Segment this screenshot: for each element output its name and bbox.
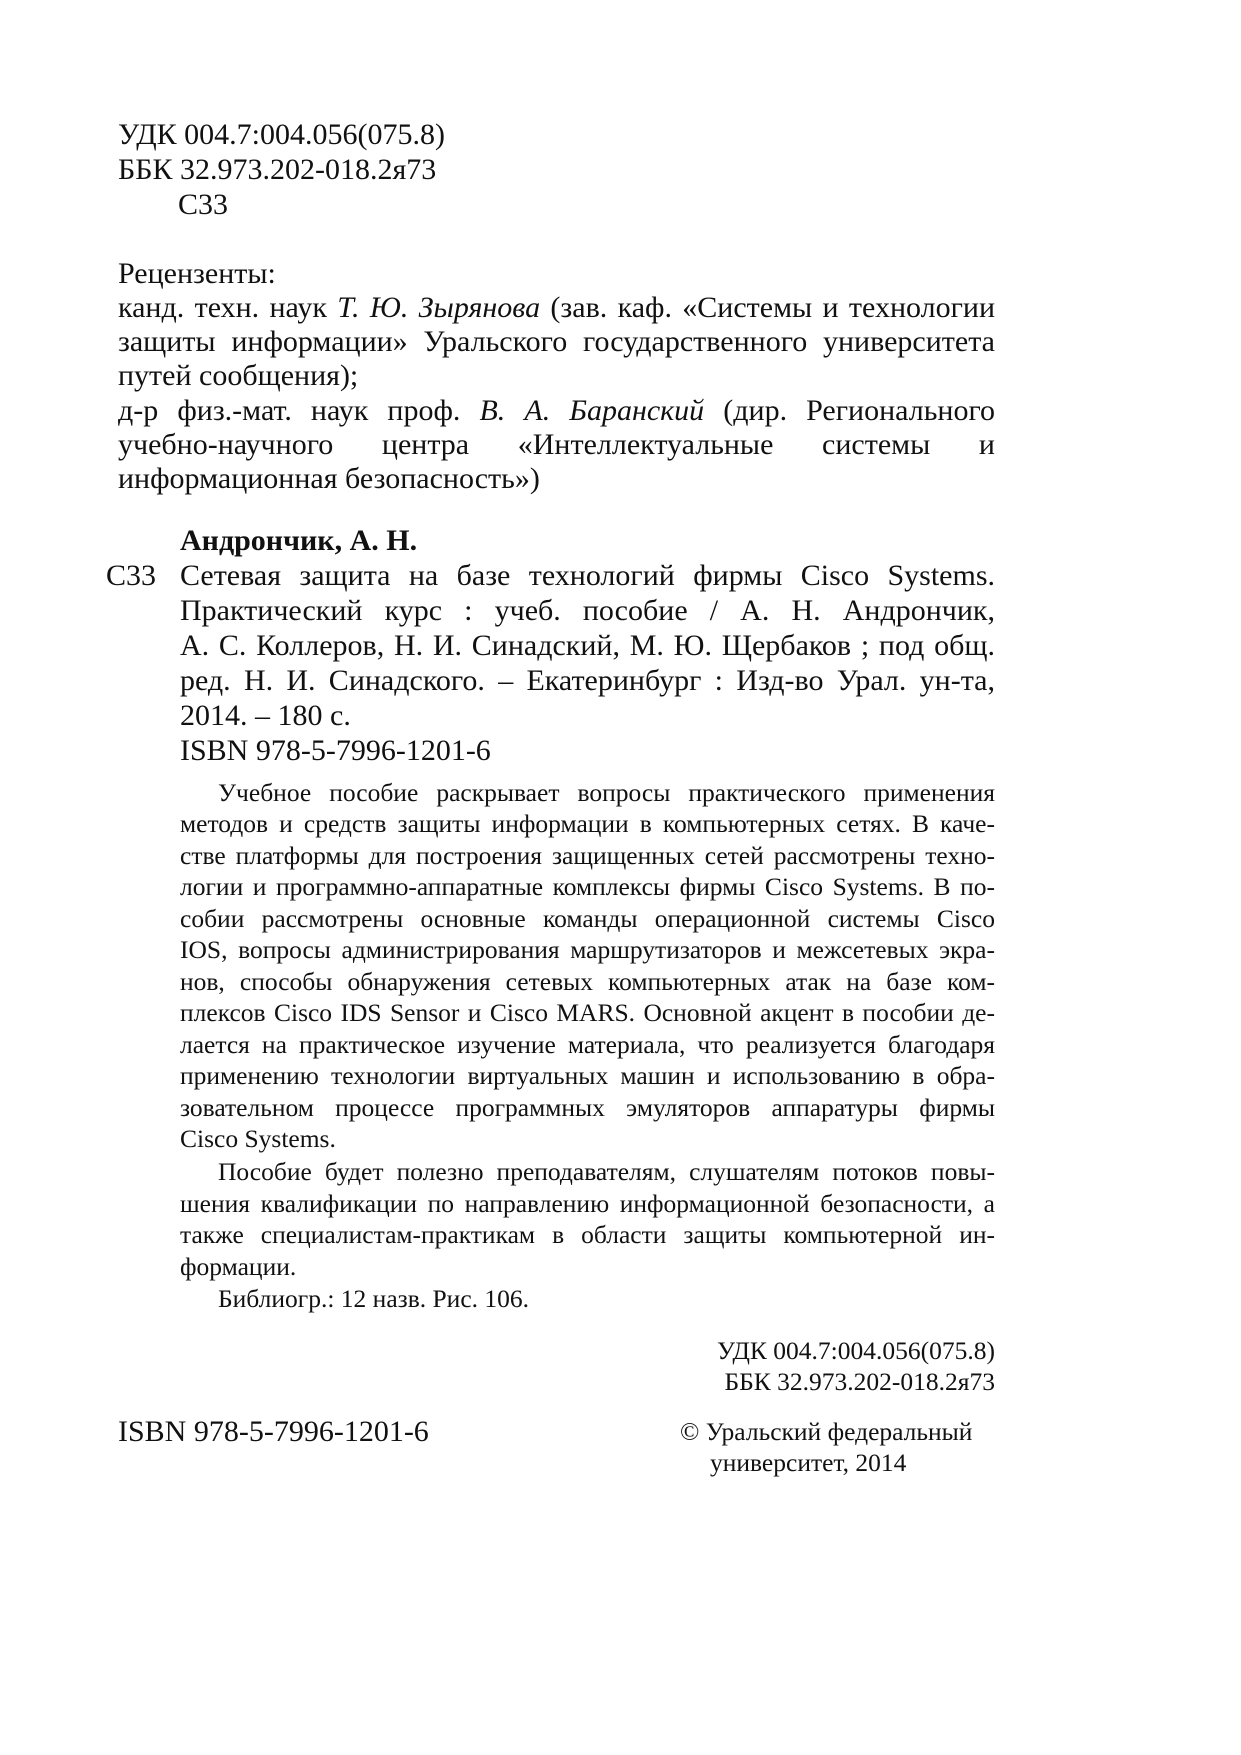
annotation-line: Cisco Systems. [180,1124,336,1153]
reviewer-2-line-1: д-р физ.-мат. наук проф. В. А. Баранский (дир. Регионального [118,394,996,427]
bbk-header: ББК 32.973.202-018.2я73 [118,153,437,186]
reviewer-1-line-3: путей сообщения); [118,359,359,392]
annotation-line: Учебное пособие раскрывает вопросы практического применения [218,778,995,807]
reviewers-title: Рецензенты: [118,257,276,290]
reviewer-2-line-3: информационная безопасность») [118,462,540,495]
author-code-header: С33 [178,188,229,221]
entry-line: ред. Н. И. Синадского. – Екатеринбург : Изд-во Урал. ун-та, [180,664,995,697]
annotation-line: плексов Cisco IDS Sensor и Cisco MARS. Основной акцент в пособии де- [180,998,995,1027]
reviewer-1-name: Т. Ю. Зырянова [337,291,541,324]
annotation-line: лается на практическое изучение материала, что реализуется благодаря [180,1030,995,1059]
annotation-line: также специалистам-практикам в области защиты компьютерной ин- [180,1220,995,1249]
bbk-classification: ББК 32.973.202-018.2я73 [724,1367,995,1396]
footer-isbn: ISBN 978-5-7996-1201-6 [118,1415,429,1448]
annotation-line: логии и программно-аппаратные комплексы фирмы Cisco Systems. В по- [180,872,995,901]
udk-header: УДК 004.7:004.056(075.8) [118,118,445,151]
annotation-line: методов и средств защиты информации в компьютерных сетях. В каче- [180,809,995,838]
annotation-line: стве платформы для построения защищенных сетей рассмотрены техно- [180,841,995,870]
entry-line: Сетевая защита на базе технологий фирмы Cisco Systems. [180,559,995,592]
bibliography-note: Библиогр.: 12 назв. Рис. 106. [218,1284,530,1313]
entry-line: А. С. Коллеров, Н. И. Синадский, М. Ю. Щербаков ; под общ. [180,629,995,662]
annotation-line: шения квалификации по направлению информационной безопасности, а [180,1189,995,1218]
author-code: С33 [106,559,157,592]
reviewer-2-line-2: учебно-научного центра «Интеллектуальные системы и [118,428,995,461]
entry-line: Практический курс : учеб. пособие / А. Н. Андрончик, [180,594,995,627]
annotation-line: применению технологии виртуальных машин и использованию в обра- [180,1061,995,1090]
reviewer-1-line-2: защиты информации» Уральского государственного университета [118,325,995,358]
entry-year-pages: 2014. – 180 с. [180,699,351,732]
entry-isbn: ISBN 978-5-7996-1201-6 [180,734,491,767]
annotation-line: IOS, вопросы администрирования маршрутизаторов и межсетевых экра- [180,935,995,964]
annotation-line: собии рассмотрены основные команды операционной системы Cisco [180,904,995,933]
author-heading: Андрончик, А. Н. [180,524,418,557]
copyright-line-2: университет, 2014 [710,1448,907,1477]
annotation-line: формации. [180,1252,297,1281]
udk-classification: УДК 004.7:004.056(075.8) [717,1336,995,1365]
reviewer-2-name: В. А. Баранский [479,394,705,427]
annotation-line: нов, способы обнаружения сетевых компьютерных атак на базе ком- [180,967,995,996]
annotation-line: зовательном процессе программных эмуляторов аппаратуры фирмы [180,1093,995,1122]
annotation-line: Пособие будет полезно преподавателям, слушателям потоков повы- [218,1157,995,1186]
copyright-line-1: © Уральский федеральный [680,1417,973,1446]
reviewer-1-line-1: канд. техн. наук Т. Ю. Зырянова (зав. каф. «Системы и технологии [118,291,995,324]
